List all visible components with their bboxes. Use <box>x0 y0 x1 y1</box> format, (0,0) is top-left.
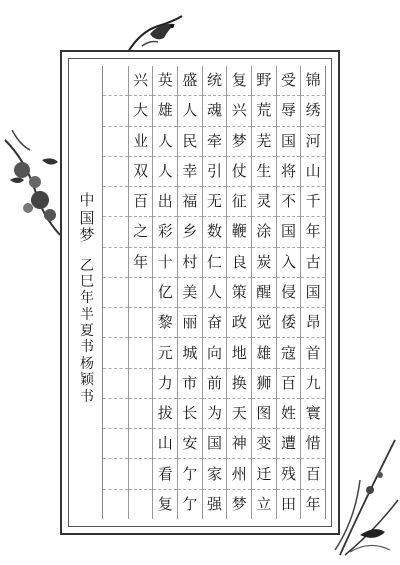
poem-cell: 迁 <box>252 459 276 489</box>
signature-char: 书 <box>80 339 94 356</box>
poem-cell: 田 <box>281 494 297 513</box>
poem-cell: 换 <box>227 369 251 399</box>
poem-cell: 残 <box>277 459 301 489</box>
poem-cell <box>129 490 153 519</box>
poem-cell: 梦 <box>227 127 251 157</box>
poem-cell <box>103 399 128 429</box>
poem-cell: 惜 <box>301 429 325 459</box>
poem-cell: 良 <box>227 248 251 278</box>
poem-cell: 彩 <box>153 217 177 247</box>
poem-cell: 魂 <box>203 96 227 126</box>
poem-cell: 立 <box>256 494 272 513</box>
poem-cell: 无 <box>203 187 227 217</box>
poem-cell: 图 <box>252 399 276 429</box>
poem-cell <box>103 308 128 338</box>
signature-line <box>80 259 94 407</box>
poem-cell: 炭 <box>252 248 276 278</box>
poem-cell: 复 <box>227 66 251 96</box>
poem-cell: 牵 <box>203 127 227 157</box>
poem-cell: 辱 <box>277 96 301 126</box>
signature-char: 杨 <box>80 355 94 372</box>
poem-cell: 拔 <box>153 399 177 429</box>
signature-char: 颖 <box>80 372 94 389</box>
poem-cell: 绣 <box>301 96 325 126</box>
poem-cell <box>129 399 153 429</box>
poem-cell: 城 <box>178 338 202 368</box>
poem-cell: 州 <box>227 459 251 489</box>
poem-cell: 山 <box>153 429 177 459</box>
poem-cell: 大 <box>129 96 153 126</box>
poem-column <box>251 66 276 519</box>
poem-cell <box>103 248 128 278</box>
poem-cell: 年 <box>129 248 153 278</box>
poem-cell: 向 <box>203 338 227 368</box>
signature-char: 半 <box>80 306 94 323</box>
poem-column <box>300 66 325 519</box>
poem-cell: 涂 <box>252 217 276 247</box>
poem-cell: 古 <box>301 248 325 278</box>
poem-cell: 天 <box>227 399 251 429</box>
poem-cell: 河 <box>301 127 325 157</box>
poem-cell: 为 <box>203 399 227 429</box>
poem-cell <box>103 96 128 126</box>
poem-cell: 鞭 <box>227 217 251 247</box>
poem-cell: 不 <box>277 187 301 217</box>
poem-cell: 力 <box>153 369 177 399</box>
poem-cell <box>129 278 153 308</box>
poem-cell: 征 <box>227 187 251 217</box>
poem-cell: 姓 <box>277 399 301 429</box>
poem-cell: 百 <box>129 187 153 217</box>
poem-cell: 首 <box>301 338 325 368</box>
poem-cell: 侵 <box>277 278 301 308</box>
poem-cell: 亇 <box>182 494 198 513</box>
poem-cell: 仗 <box>227 157 251 187</box>
poem-cell: 市 <box>178 369 202 399</box>
poem-cell: 兴 <box>227 96 251 126</box>
poem-cell <box>129 459 153 489</box>
poem-cell: 山 <box>301 157 325 187</box>
poem-grid <box>102 66 326 519</box>
poem-cell <box>103 157 128 187</box>
poem-cell: 长 <box>178 399 202 429</box>
poem-cell <box>103 338 128 368</box>
poem-cell: 雄 <box>153 96 177 126</box>
poem-cell: 兴 <box>129 66 153 96</box>
poem-cell <box>129 369 153 399</box>
poem-cell <box>129 338 153 368</box>
poem-cell: 国 <box>301 278 325 308</box>
poem-cell: 人 <box>178 96 202 126</box>
poem-cell: 仁 <box>203 248 227 278</box>
poem-cell: 醒 <box>252 278 276 308</box>
poem-cell: 神 <box>227 429 251 459</box>
poem-cell: 变 <box>252 429 276 459</box>
poem-cell: 政 <box>227 308 251 338</box>
poem-cell <box>103 66 128 96</box>
poem-cell: 千 <box>301 187 325 217</box>
poem-cell: 国 <box>277 127 301 157</box>
signature-char: 乙 <box>80 257 94 274</box>
poem-cell: 亇 <box>178 459 202 489</box>
signature-char: 年 <box>80 290 94 307</box>
poem-cell: 之 <box>129 217 153 247</box>
poem-cell: 看 <box>153 459 177 489</box>
poem-cell: 强 <box>207 494 223 513</box>
poem-cell: 寰 <box>301 399 325 429</box>
poem-cell: 野 <box>252 66 276 96</box>
poem-cell: 人 <box>203 278 227 308</box>
signature-title <box>79 192 94 245</box>
poem-cell: 数 <box>203 217 227 247</box>
poem-column <box>202 66 227 519</box>
poem-column <box>177 66 202 519</box>
poem-cell: 双 <box>129 157 153 187</box>
poem-cell: 灵 <box>252 187 276 217</box>
poem-cell: 乡 <box>178 217 202 247</box>
poem-cell <box>103 217 128 247</box>
poem-cell: 人 <box>153 157 177 187</box>
poem-cell: 前 <box>203 369 227 399</box>
poem-cell: 亿 <box>153 278 177 308</box>
poem-cell: 荒 <box>252 96 276 126</box>
poem-cell: 梦 <box>231 494 247 513</box>
poem-column <box>276 66 301 519</box>
poem-cell: 遭 <box>277 429 301 459</box>
signature-char: 中 <box>79 191 95 209</box>
poem-cell: 复 <box>157 494 173 513</box>
poem-column <box>152 66 177 519</box>
poem-cell: 倭 <box>277 308 301 338</box>
signature-column <box>76 192 98 406</box>
poem-cell: 受 <box>277 66 301 96</box>
poem-column <box>103 66 128 519</box>
poem-cell <box>129 308 153 338</box>
poem-cell <box>103 278 128 308</box>
writing-sheet <box>60 50 340 535</box>
poem-cell: 幸 <box>178 157 202 187</box>
poem-cell: 统 <box>203 66 227 96</box>
poem-cell: 黎 <box>153 308 177 338</box>
poem-cell: 安 <box>178 429 202 459</box>
poem-cell: 国 <box>277 217 301 247</box>
poem-cell <box>129 429 153 459</box>
poem-cell: 元 <box>153 338 177 368</box>
poem-cell: 百 <box>277 369 301 399</box>
poem-cell: 十 <box>153 248 177 278</box>
poem-cell: 地 <box>227 338 251 368</box>
signature-char: 国 <box>79 208 95 227</box>
poem-cell: 生 <box>252 157 276 187</box>
poem-cell: 人 <box>153 127 177 157</box>
poem-cell: 寇 <box>277 338 301 368</box>
poem-cell: 盛 <box>178 66 202 96</box>
poem-cell: 英 <box>153 66 177 96</box>
poem-cell: 入 <box>277 248 301 278</box>
poem-column <box>128 66 153 519</box>
signature-char: 书 <box>80 388 94 405</box>
poem-cell: 策 <box>227 278 251 308</box>
poem-cell <box>103 429 128 459</box>
poem-cell: 家 <box>203 459 227 489</box>
poem-cell: 昂 <box>301 308 325 338</box>
poem-cell <box>103 369 128 399</box>
poem-cell <box>103 187 128 217</box>
poem-cell <box>103 490 128 519</box>
poem-cell: 出 <box>153 187 177 217</box>
poem-cell: 百 <box>301 459 325 489</box>
poem-cell: 年 <box>301 217 325 247</box>
poem-cell: 福 <box>178 187 202 217</box>
poem-cell: 业 <box>129 127 153 157</box>
poem-column <box>226 66 251 519</box>
poem-cell: 锦 <box>301 66 325 96</box>
poem-cell: 九 <box>301 369 325 399</box>
signature-char: 夏 <box>80 323 94 340</box>
poem-cell <box>103 127 128 157</box>
poem-cell: 芜 <box>252 127 276 157</box>
poem-cell: 奋 <box>203 308 227 338</box>
poem-cell: 觉 <box>252 308 276 338</box>
poem-cell: 丽 <box>178 308 202 338</box>
poem-cell: 年 <box>305 494 321 513</box>
signature-char: 梦 <box>79 226 95 244</box>
poem-cell: 国 <box>203 429 227 459</box>
poem-cell: 雄 <box>252 338 276 368</box>
orchid-ink-painting-icon <box>330 420 400 560</box>
poem-cell: 将 <box>277 157 301 187</box>
poem-cell: 美 <box>178 278 202 308</box>
signature-char: 巳 <box>80 273 94 290</box>
poem-cell: 村 <box>178 248 202 278</box>
poem-cell: 引 <box>203 157 227 187</box>
poem-cell <box>103 459 128 489</box>
poem-cell: 狮 <box>252 369 276 399</box>
poem-cell: 民 <box>178 127 202 157</box>
